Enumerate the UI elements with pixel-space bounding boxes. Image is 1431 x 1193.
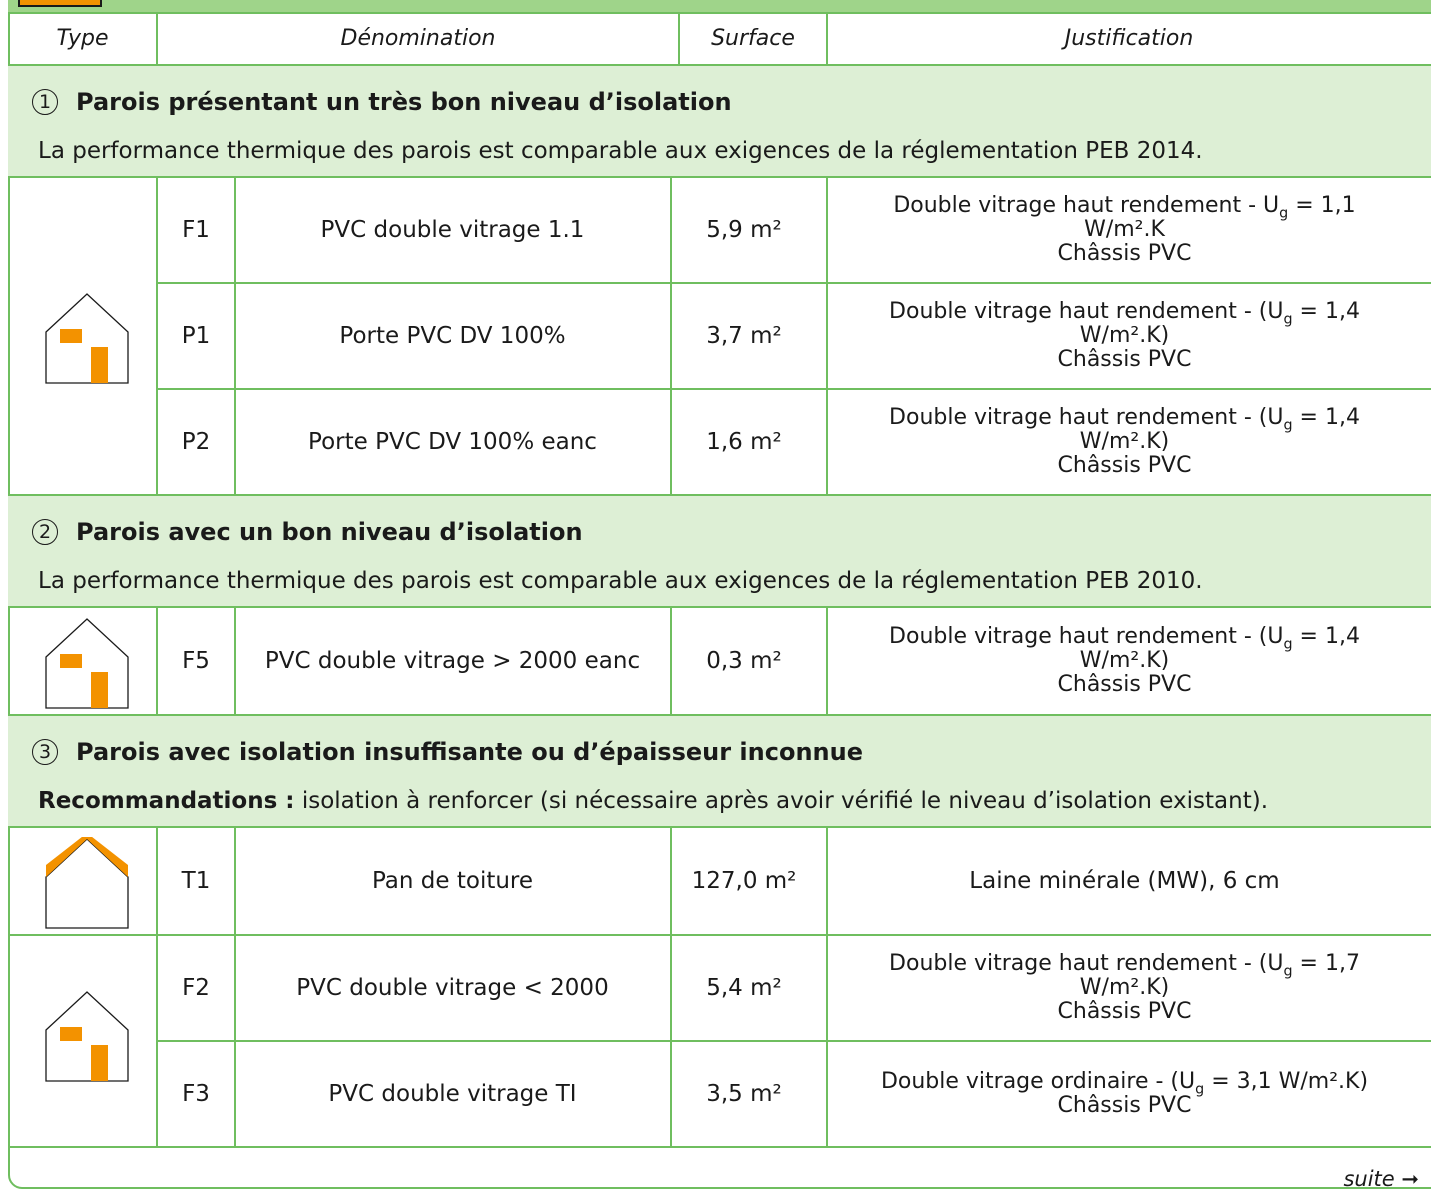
section-1-header [8,66,1431,178]
section-3-description: Recommandations : isolation à renforcer (si nécessaire après avoir vérifié le niveau d’isolation existant). [38,788,1269,814]
justification-cell: Laine minérale (MW), 6 cm [969,868,1280,894]
section-2-description: La performance thermique des parois est comparable aux exigences de la réglementation PEB 2010. [38,568,1203,594]
table-row: F3 PVC double vitrage TI 3,5 m² Double vitrage ordinaire - ($U_g = 3,1$ W/m².K) Châssis PVC [8,1042,1431,1148]
table-row: F1 PVC double vitrage 1.1 5,9 m² Double vitrage haut rendement - $U_g = 1,1$ W/m².K Châssis PVC [157,178,1431,284]
roof-icon [45,837,129,933]
house-window-icon [45,990,129,1086]
justification-cell: Double vitrage haut rendement - ($U_g = 1,4$ W/m².K) Châssis PVC [889,404,1360,479]
justification-cell: Double vitrage haut rendement - ($U_g = 1,4$ W/m².K) Châssis PVC [889,623,1360,698]
table-row: P1 Porte PVC DV 100% 3,7 m² Double vitrage haut rendement - ($U_g = 1,4$ W/m².K) Châssis PVC [157,284,1431,390]
justification-cell: Double vitrage haut rendement - ($U_g = 1,4$ W/m².K) Châssis PVC [889,298,1360,373]
column-header-row [8,12,1431,66]
justification-cell: Double vitrage haut rendement - $U_g = 1,1$ W/m².K Châssis PVC [893,192,1356,267]
section-1-title: 1 Parois présentant un très bon niveau d’isolation [32,88,732,116]
section-3-header [8,716,1431,828]
section-number: 1 [32,89,58,115]
justification-cell: Double vitrage haut rendement - ($U_g = 1,7$ W/m².K) Châssis PVC [889,950,1360,1025]
house-window-icon [45,617,129,713]
section-1-description: La performance thermique des parois est comparable aux exigences de la réglementation PEB 2014. [38,138,1203,164]
table-row: F2 PVC double vitrage < 2000 5,4 m² Double vitrage haut rendement - ($U_g = 1,7$ W/m².K) Châssis PVC [157,936,1431,1042]
header-name: Dénomination [340,25,496,51]
table-row: P2 Porte PVC DV 100% eanc 1,6 m² Double vitrage haut rendement - ($U_g = 1,4$ W/m².K) Châssis PVC [8,390,1431,496]
table-row: F5 PVC double vitrage > 2000 eanc 0,3 m² Double vitrage haut rendement - ($U_g = 1,4$ W/m².K) Châssis PVC [8,608,1431,716]
header-type: Type [56,25,109,51]
category-icon [18,0,102,7]
section-3-title: 3 Parois avec isolation insuffisante ou d’épaisseur inconnue [32,738,863,766]
section-2-header [8,496,1431,608]
header-justification: Justification [1064,25,1194,51]
section-2-title: 2 Parois avec un bon niveau d’isolation [32,518,583,546]
table-row: T1 Pan de toiture 127,0 m² Laine minérale (MW), 6 cm [8,828,1431,936]
justification-cell: Double vitrage ordinaire - ($U_g = 3,1$ W/m².K) Châssis PVC [880,1068,1369,1118]
house-window-icon [45,292,129,388]
header-surface: Surface [711,25,795,51]
continue-label: suite ➞ [1343,1167,1419,1191]
